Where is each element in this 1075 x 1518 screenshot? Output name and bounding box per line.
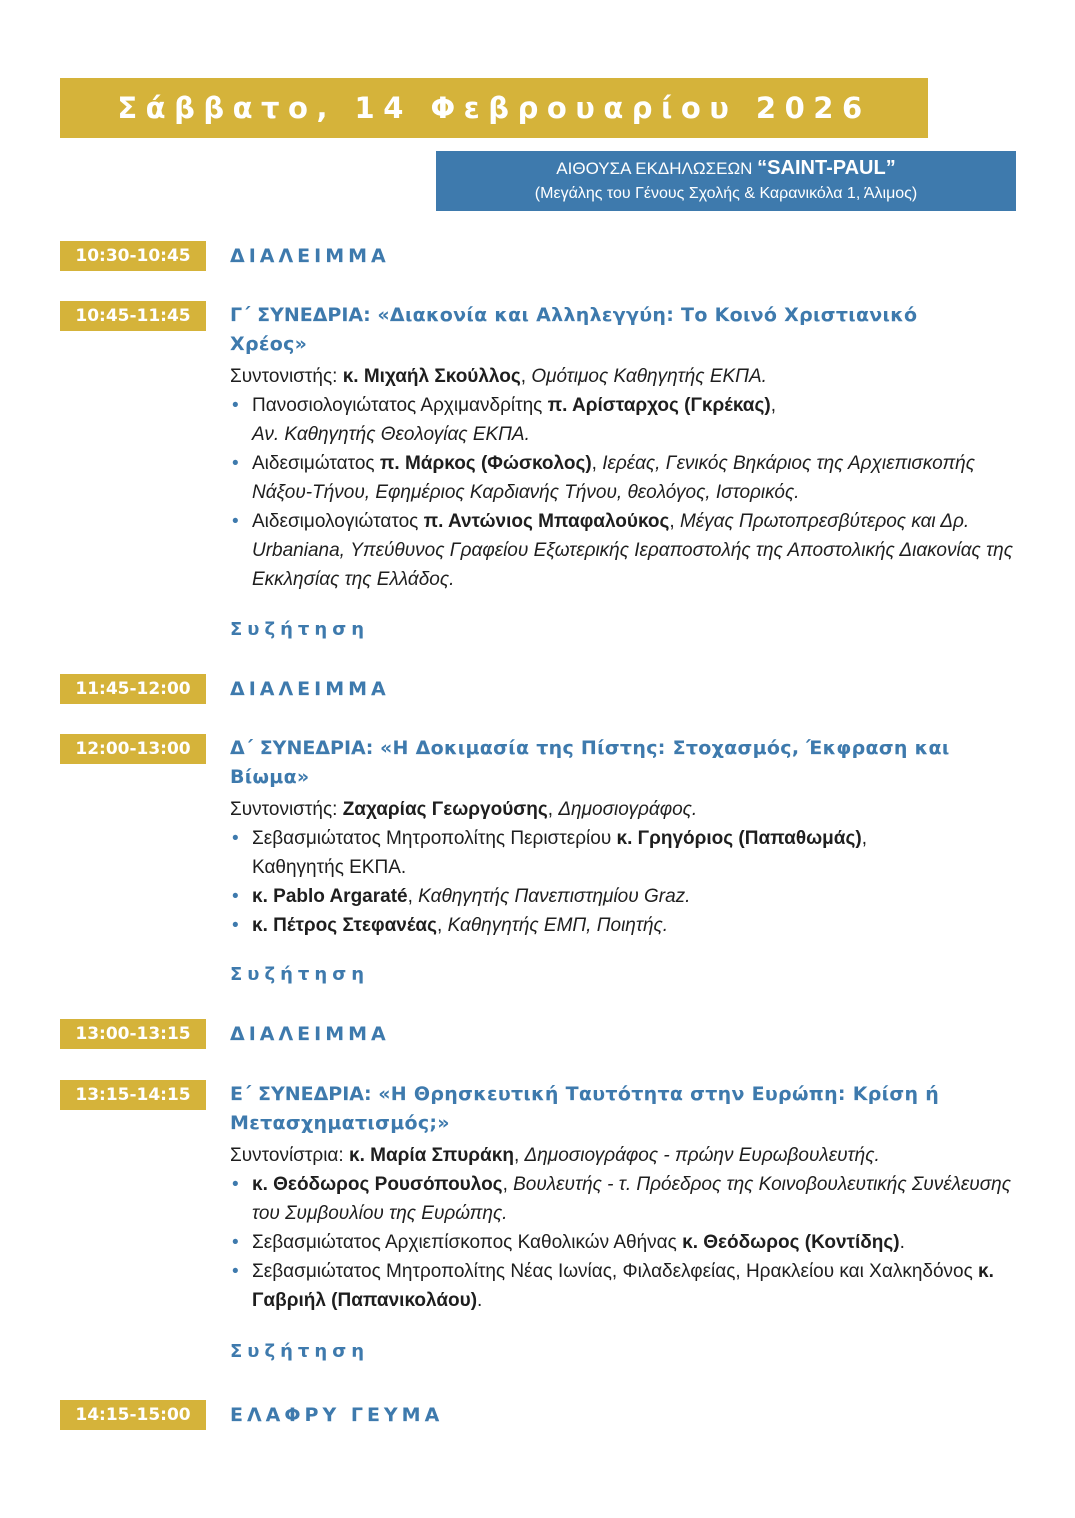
speaker-honorific: Σεβασμιώτατος Αρχιεπίσκοπος Καθολικών Αθήνας	[252, 1232, 683, 1253]
speaker-item	[230, 1228, 1030, 1257]
session-g-coordinator: Συντονιστής: κ. Μιχαήλ Σκούλλος, Ομότιμος Καθηγητής ΕΚΠΑ.	[230, 366, 767, 387]
time-badge-session-e: 13:15-14:15	[60, 1080, 206, 1110]
speaker-item: • κ. Θεόδωρος Ρουσόπουλος, Βουλευτής - τ. Πρόεδρος της Κοινοβουλευτικής Συνέλευσης του Συμβουλίου της Ευρώπης.	[230, 1170, 1030, 1228]
session-e-body	[230, 1141, 1030, 1315]
speaker-honorific: Αιδεσιμώτατος	[252, 453, 380, 474]
speaker-name: κ. Γαβριήλ (Παπανικολάου)	[252, 1261, 994, 1311]
venue-name: “SAINT-PAUL”	[757, 157, 896, 179]
session-e-speakers	[230, 1170, 1030, 1315]
speaker-name: π. Αντώνιος Μπαφαλούκος	[423, 511, 670, 532]
venue-box	[436, 151, 1016, 211]
speaker-name: κ. Pablo Argaraté	[252, 886, 408, 907]
coordinator-title: Δημοσιογράφος - πρώην Ευρωβουλευτής.	[524, 1145, 880, 1166]
coordinator-role: Συντονίστρια:	[230, 1145, 349, 1166]
time-badge-break-2: 11:45-12:00	[60, 674, 206, 704]
coordinator-name: Ζαχαρίας Γεωργούσης	[342, 799, 548, 820]
break-heading-3: ΔΙΑΛΕΙΜΜΑ	[230, 1023, 390, 1045]
session-g-title-block	[230, 301, 990, 359]
coordinator-name: κ. Μιχαήλ Σκούλλος	[342, 366, 521, 387]
break-heading-2: ΔΙΑΛΕΙΜΜΑ	[230, 678, 390, 700]
session-d-body	[230, 795, 1030, 940]
session-d-title-block	[230, 734, 990, 792]
coordinator-role: Συντονιστής:	[230, 366, 343, 387]
session-d-coordinator: Συντονιστής: Ζαχαρίας Γεωργούσης, Δημοσιογράφος.	[230, 799, 698, 820]
speaker-item: • κ. Pablo Argaraté, Καθηγητής Πανεπιστημίου Graz.	[230, 882, 1030, 911]
time-badge-session-g: 10:45-11:45	[60, 301, 206, 331]
coordinator-title: Δημοσιογράφος.	[558, 799, 698, 820]
speaker-name: π. Αρίσταρχος (Γκρέκας)	[547, 395, 771, 416]
speaker-description: Καθηγητής ΕΚΠΑ.	[252, 857, 407, 878]
speaker-item	[230, 1257, 1030, 1315]
coordinator-name: κ. Μαρία Σπυράκη	[348, 1145, 514, 1166]
speaker-name: κ. Πέτρος Στεφανέας	[252, 915, 437, 936]
session-g-speakers	[230, 391, 1030, 594]
time-badge-break-1: 10:30-10:45	[60, 241, 206, 271]
speaker-item: • Σεβασμιώτατος Μητροπολίτης Περιστερίου κ. Γρηγόριος (Παπαθωμάς), Καθηγητής ΕΚΠΑ.	[230, 824, 1030, 882]
speaker-name: π. Μάρκος (Φώσκολος)	[379, 453, 592, 474]
venue-line	[436, 155, 1016, 182]
speaker-honorific: Σεβασμιώτατος Μητροπολίτης Περιστερίου	[252, 828, 617, 849]
speaker-description: Καθηγητής ΕΜΠ, Ποιητής.	[447, 915, 669, 936]
speaker-honorific: Σεβασμιώτατος Μητροπολίτης Νέας Ιωνίας, Φιλαδελφείας, Ηρακλείου και Χαλκηδόνος	[252, 1261, 979, 1282]
speaker-punctuation: .	[477, 1290, 483, 1311]
speaker-name: κ. Γρηγόριος (Παπαθωμάς)	[616, 828, 862, 849]
session-d-speakers	[230, 824, 1030, 940]
session-e-title: «Η Θρησκευτική Ταυτότητα στην Ευρώπη: Κρίση ή Μετασχηματισμός;»	[230, 1083, 940, 1134]
venue-address: (Μεγάλης του Γένους Σχολής & Καρανικόλα 1, Άλιμος)	[534, 185, 918, 202]
session-e-label: Ε΄ ΣΥΝΕΔΡΙΑ:	[230, 1083, 372, 1105]
speaker-item: • Αιδεσιμολογιώτατος π. Αντώνιος Μπαφαλούκος, Μέγας Πρωτοπρεσβύτερος και Δρ. Urbaniana, Υπεύθυνος Γραφείου Εξωτερικής Ιεραποστολής της Αποστολικής Διακονίας της Εκκλησίας της Ελλάδος.	[230, 507, 1030, 594]
session-g-label: Γ΄ ΣΥΝΕΔΡΙΑ:	[230, 304, 371, 326]
speaker-item: • Πανοσιολογιώτατος Αρχιμανδρίτης π. Αρίσταρχος (Γκρέκας), Αν. Καθηγητής Θεολογίας ΕΚΠΑ.	[230, 391, 1030, 449]
speaker-description: Καθηγητής Πανεπιστημίου Graz.	[418, 886, 691, 907]
speaker-item: • Αιδεσιμώτατος π. Μάρκος (Φώσκολος), Ιερέας, Γενικός Βηκάριος της Αρχιεπισκοπής Νάξου-Τήνου, Εφημέριος Καρδιανής Τήνου, θεολόγος, Ιστορικός.	[230, 449, 1030, 507]
speaker-description: Βουλευτής - τ. Πρόεδρος της Κοινοβουλευτικής Συνέλευσης του Συμβουλίου της Ευρώπης.	[252, 1174, 1011, 1224]
session-e-title-block	[230, 1080, 990, 1138]
coordinator-role: Συντονιστής:	[230, 799, 343, 820]
session-d-title: «Η Δοκιμασία της Πίστης: Στοχασμός, Έκφραση και Βίωμα»	[230, 737, 950, 788]
time-badge-break-3: 13:00-13:15	[60, 1019, 206, 1049]
speaker-honorific: Πανοσιολογιώτατος Αρχιμανδρίτης	[252, 395, 548, 416]
speaker-description: Αν. Καθηγητής Θεολογίας ΕΚΠΑ.	[252, 424, 530, 445]
session-e-discussion: Συζήτηση	[230, 1341, 370, 1362]
break-heading-1: ΔΙΑΛΕΙΜΜΑ	[230, 245, 390, 267]
session-d-label: Δ΄ ΣΥΝΕΔΡΙΑ:	[230, 737, 374, 759]
time-badge-lunch: 14:15-15:00	[60, 1400, 206, 1430]
speaker-description: Μέγας Πρωτοπρεσβύτερος και Δρ. Urbaniana, Υπεύθυνος Γραφείου Εξωτερικής Ιεραποστολής της Αποστολικής Διακονίας της Εκκλησίας της Ελλάδος.	[252, 511, 1013, 590]
session-d-discussion: Συζήτηση	[230, 964, 370, 985]
speaker-item: • κ. Πέτρος Στεφανέας, Καθηγητής ΕΜΠ, Ποιητής.	[230, 911, 1030, 940]
time-badge-session-d: 12:00-13:00	[60, 734, 206, 764]
speaker-name: κ. Θεόδωρος Ρουσόπουλος	[252, 1174, 503, 1195]
session-e-coordinator: Συντονίστρια: κ. Μαρία Σπυράκη, Δημοσιογράφος - πρώην Ευρωβουλευτής.	[230, 1145, 880, 1166]
speaker-punctuation: .	[899, 1232, 905, 1253]
lunch-heading: ΕΛΑΦΡΥ ΓΕΥΜΑ	[230, 1404, 444, 1426]
speaker-name: κ. Θεόδωρος (Κοντίδης)	[682, 1232, 900, 1253]
session-g-body	[230, 362, 1030, 594]
speaker-description: Ιερέας, Γενικός Βηκάριος της Αρχιεπισκοπής Νάξου-Τήνου, Εφημέριος Καρδιανής Τήνου, θεολόγος, Ιστορικός.	[252, 453, 975, 503]
session-g-title: «Διακονία και Αλληλεγγύη: Το Κοινό Χριστιανικό Χρέος»	[230, 304, 918, 355]
date-banner: Σάββατο, 14 Φεβρουαρίου 2026	[60, 78, 928, 138]
venue-prefix: ΑΙΘΟΥΣΑ ΕΚΔΗΛΩΣΕΩΝ	[556, 159, 758, 178]
speaker-honorific: Αιδεσιμολογιώτατος	[252, 511, 424, 532]
coordinator-title: Ομότιμος Καθηγητής ΕΚΠΑ.	[531, 366, 767, 387]
session-g-discussion: Συζήτηση	[230, 619, 370, 640]
